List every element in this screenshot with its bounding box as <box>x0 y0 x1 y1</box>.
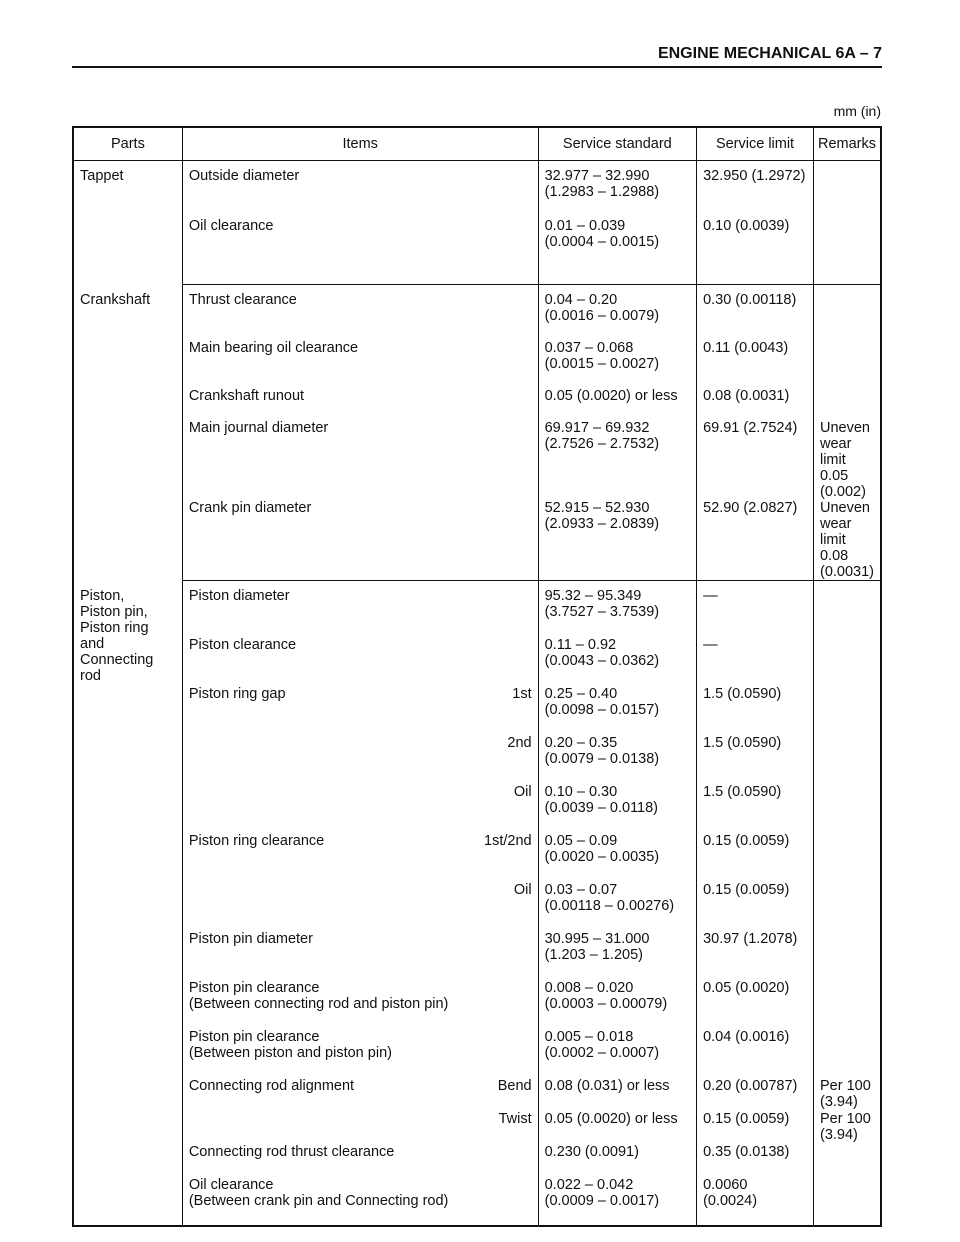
cell-service-limit: — <box>697 637 814 686</box>
cell-service-standard: 0.05 – 0.09 (0.0020 – 0.0035) <box>538 833 696 882</box>
item-label: Main journal diameter <box>188 420 329 436</box>
cell-service-standard: 0.08 (0.031) or less <box>538 1078 696 1111</box>
cell-remarks <box>813 637 881 686</box>
cell-service-standard: 30.995 – 31.000 (1.203 – 1.205) <box>538 931 696 980</box>
cell-service-limit: — <box>697 581 814 638</box>
cell-remarks <box>813 980 881 1029</box>
cell-remarks <box>813 340 881 388</box>
cell-service-standard: 0.10 – 0.30 (0.0039 – 0.0118) <box>538 784 696 833</box>
table-row <box>73 161 881 219</box>
cell-service-standard: 0.01 – 0.039 (0.0004 – 0.0015) <box>538 218 696 285</box>
table-row <box>73 686 881 735</box>
cell-service-standard: 0.005 – 0.018 (0.0002 – 0.0007) <box>538 1029 696 1078</box>
cell-service-standard: 0.037 – 0.068 (0.0015 – 0.0027) <box>538 340 696 388</box>
cell-remarks <box>813 735 881 784</box>
cell-item <box>182 1144 538 1177</box>
cell-item <box>182 833 538 882</box>
table-row <box>73 735 881 784</box>
cell-service-standard: 0.25 – 0.40 (0.0098 – 0.0157) <box>538 686 696 735</box>
cell-item <box>182 686 538 735</box>
cell-part: Crankshaft <box>73 285 182 581</box>
cell-service-limit: 0.08 (0.0031) <box>697 388 814 420</box>
table-row <box>73 931 881 980</box>
cell-service-limit: 1.5 (0.0590) <box>697 784 814 833</box>
item-sub-label: Oil <box>513 784 532 800</box>
cell-item <box>182 388 538 420</box>
cell-remarks <box>813 1144 881 1177</box>
cell-item <box>182 285 538 341</box>
cell-service-limit: 32.950 (1.2972) <box>697 161 814 219</box>
cell-remarks <box>813 882 881 931</box>
cell-item <box>182 784 538 833</box>
table-header-row <box>73 127 881 161</box>
cell-service-standard: 0.11 – 0.92 (0.0043 – 0.0362) <box>538 637 696 686</box>
cell-remarks <box>813 931 881 980</box>
cell-item <box>182 882 538 931</box>
item-sub-label: 1st <box>512 686 532 702</box>
cell-item <box>182 1111 538 1144</box>
item-label: Piston clearance <box>188 637 297 653</box>
cell-item <box>182 218 538 285</box>
table-row <box>73 340 881 388</box>
cell-service-limit: 0.04 (0.0016) <box>697 1029 814 1078</box>
cell-remarks <box>813 833 881 882</box>
table-row <box>73 581 881 638</box>
cell-service-limit: 0.10 (0.0039) <box>697 218 814 285</box>
item-label: Oil clearance <box>188 218 274 234</box>
cell-remarks <box>813 686 881 735</box>
column-header-items: Items <box>182 127 538 161</box>
table-row <box>73 1078 881 1111</box>
cell-item <box>182 1029 538 1078</box>
table-row <box>73 637 881 686</box>
item-label: Connecting rod thrust clearance <box>188 1144 395 1160</box>
cell-service-limit: 0.15 (0.0059) <box>697 833 814 882</box>
item-sub-label: 1st/2nd <box>484 833 532 849</box>
cell-service-limit: 0.05 (0.0020) <box>697 980 814 1029</box>
item-label: Piston pin diameter <box>188 931 313 947</box>
item-label: Main bearing oil clearance <box>188 340 359 356</box>
cell-service-standard: 0.03 – 0.07 (0.00118 – 0.00276) <box>538 882 696 931</box>
item-sub-label: 2nd <box>507 735 532 751</box>
item-label: Piston pin clearance (Between connecting rod and piston pin) <box>188 980 449 1012</box>
cell-service-standard: 0.022 – 0.042 (0.0009 – 0.0017) <box>538 1177 696 1226</box>
cell-remarks: Per 100 (3.94) <box>813 1078 881 1111</box>
cell-item <box>182 931 538 980</box>
cell-remarks <box>813 784 881 833</box>
cell-service-limit: 0.15 (0.0059) <box>697 882 814 931</box>
cell-item <box>182 1078 538 1111</box>
cell-item <box>182 581 538 638</box>
cell-item <box>182 1177 538 1226</box>
table-row <box>73 1177 881 1226</box>
cell-service-limit: 69.91 (2.7524) <box>697 420 814 500</box>
service-spec-table <box>72 126 882 1227</box>
cell-service-standard: 0.20 – 0.35 (0.0079 – 0.0138) <box>538 735 696 784</box>
item-label: Outside diameter <box>188 168 300 184</box>
item-label: Piston ring gap <box>188 686 286 702</box>
cell-service-limit: 30.97 (1.2078) <box>697 931 814 980</box>
cell-item <box>182 340 538 388</box>
item-sub-label: Bend <box>497 1078 532 1094</box>
cell-service-standard: 0.04 – 0.20 (0.0016 – 0.0079) <box>538 285 696 341</box>
column-header-service-limit: Service limit <box>697 127 814 161</box>
cell-remarks <box>813 161 881 219</box>
cell-service-standard: 32.977 – 32.990 (1.2983 – 1.2988) <box>538 161 696 219</box>
item-label: Connecting rod alignment <box>188 1078 355 1094</box>
table-row <box>73 882 881 931</box>
cell-item <box>182 637 538 686</box>
table-body <box>73 161 881 1227</box>
table-row <box>73 833 881 882</box>
cell-service-standard: 95.32 – 95.349 (3.7527 – 3.7539) <box>538 581 696 638</box>
table-row <box>73 1144 881 1177</box>
column-header-service-standard: Service standard <box>538 127 696 161</box>
item-label: Crank pin diameter <box>188 500 312 516</box>
page-header <box>72 44 882 68</box>
table-row <box>73 500 881 581</box>
cell-service-standard: 69.917 – 69.932 (2.7526 – 2.7532) <box>538 420 696 500</box>
item-label: Crankshaft runout <box>188 388 305 404</box>
item-label: Oil clearance (Between crank pin and Connecting rod) <box>188 1177 449 1209</box>
cell-service-standard: 0.230 (0.0091) <box>538 1144 696 1177</box>
cell-service-standard: 52.915 – 52.930 (2.0933 – 2.0839) <box>538 500 696 581</box>
item-sub-label: Oil <box>513 882 532 898</box>
column-header-parts: Parts <box>73 127 182 161</box>
cell-remarks <box>813 388 881 420</box>
cell-item <box>182 161 538 219</box>
table-row <box>73 218 881 285</box>
cell-service-limit: 0.0060 (0.0024) <box>697 1177 814 1226</box>
cell-service-limit: 0.15 (0.0059) <box>697 1111 814 1144</box>
cell-remarks <box>813 581 881 638</box>
cell-remarks <box>813 218 881 285</box>
cell-remarks: Uneven wear limit 0.05 (0.002) <box>813 420 881 500</box>
cell-service-standard: 0.008 – 0.020 (0.0003 – 0.00079) <box>538 980 696 1029</box>
cell-service-limit: 0.35 (0.0138) <box>697 1144 814 1177</box>
table-row <box>73 388 881 420</box>
cell-service-limit: 1.5 (0.0590) <box>697 735 814 784</box>
cell-remarks <box>813 285 881 341</box>
table-row <box>73 980 881 1029</box>
cell-remarks: Per 100 (3.94) <box>813 1111 881 1144</box>
cell-service-limit: 52.90 (2.0827) <box>697 500 814 581</box>
cell-service-standard: 0.05 (0.0020) or less <box>538 1111 696 1144</box>
cell-service-limit: 0.20 (0.00787) <box>697 1078 814 1111</box>
table-row <box>73 1111 881 1144</box>
table-row <box>73 1029 881 1078</box>
table-row <box>73 285 881 341</box>
cell-item <box>182 500 538 581</box>
item-label: Thrust clearance <box>188 292 297 308</box>
item-label: Piston diameter <box>188 588 290 604</box>
page-title: ENGINE MECHANICAL 6A – 7 <box>657 45 882 62</box>
cell-item <box>182 420 538 500</box>
units-label: mm (in) <box>833 103 881 119</box>
table-row <box>73 420 881 500</box>
cell-remarks <box>813 1177 881 1226</box>
cell-service-limit: 0.11 (0.0043) <box>697 340 814 388</box>
cell-service-standard: 0.05 (0.0020) or less <box>538 388 696 420</box>
cell-item <box>182 735 538 784</box>
item-sub-label: Twist <box>498 1111 532 1127</box>
table-row <box>73 784 881 833</box>
cell-part: Tappet <box>73 161 182 285</box>
column-header-remarks: Remarks <box>813 127 881 161</box>
cell-part: Piston, Piston pin, Piston ring and Connecting rod <box>73 581 182 1227</box>
item-label: Piston ring clearance <box>188 833 325 849</box>
cell-service-limit: 1.5 (0.0590) <box>697 686 814 735</box>
cell-remarks: Uneven wear limit 0.08 (0.0031) <box>813 500 881 581</box>
cell-service-limit: 0.30 (0.00118) <box>697 285 814 341</box>
cell-item <box>182 980 538 1029</box>
cell-remarks <box>813 1029 881 1078</box>
item-label: Piston pin clearance (Between piston and piston pin) <box>188 1029 392 1061</box>
